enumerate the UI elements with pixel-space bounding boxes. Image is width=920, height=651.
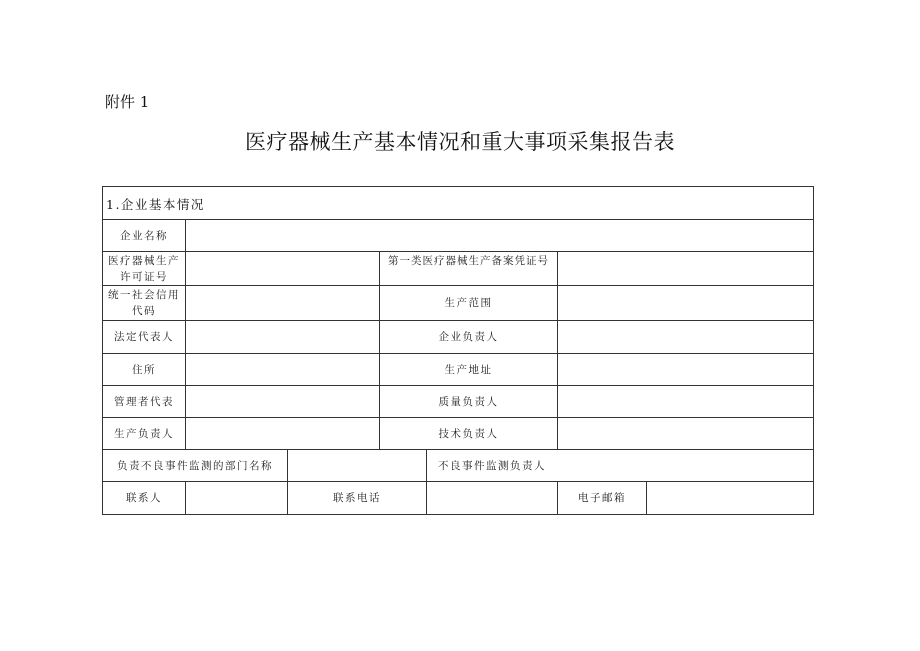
email-field[interactable] [647,482,813,514]
label-contact-phone: 联系电话 [333,492,381,504]
adverse-event-department-field[interactable] [288,450,426,481]
class1-record-number-field[interactable] [558,252,813,285]
license-number-field[interactable] [186,252,379,285]
label-credit-code [103,286,185,320]
label-email: 电子邮箱 [578,492,626,504]
label-adverse-event-head: 不良事件监测负责人 [438,459,546,472]
production-head-field[interactable] [186,418,379,449]
residence-field[interactable] [186,354,379,385]
production-scope-field[interactable] [558,286,813,320]
quality-head-field[interactable] [558,386,813,417]
credit-code-field[interactable] [186,286,379,320]
enterprise-info-form [102,186,814,515]
management-representative-field[interactable] [186,386,379,417]
label-license-number-line1: 医疗器械生产 [108,254,180,267]
label-credit-code-line1: 统一社会信用 [108,289,180,301]
label-license-number-line2: 许可证号 [120,270,168,283]
label-production-scope: 生产范围 [444,297,493,309]
label-credit-code-line2: 代码 [132,305,156,317]
legal-representative-field[interactable] [186,321,379,353]
contact-phone-field[interactable] [427,482,557,514]
contact-person-field[interactable] [186,482,287,514]
page-title: 医疗器械生产基本情况和重大事项采集报告表 [245,130,675,154]
attachment-label: 附件 1 [105,93,150,111]
label-residence: 住所 [132,363,156,376]
label-management-representative: 管理者代表 [114,395,174,408]
label-contact-person: 联系人 [126,492,162,504]
label-company-head: 企业负责人 [438,331,499,343]
label-technical-head: 技术负责人 [438,427,499,440]
production-address-field[interactable] [558,354,813,385]
company-name-field[interactable] [186,220,813,251]
company-head-field[interactable] [558,321,813,353]
label-company-name: 企业名称 [120,229,168,242]
label-adverse-event-department: 负责不良事件监测的部门名称 [117,459,273,472]
technical-head-field[interactable] [558,418,813,449]
label-class1-record-number: 第一类医疗器械生产备案凭证号 [388,255,549,267]
label-legal-representative: 法定代表人 [114,331,174,343]
label-quality-head: 质量负责人 [438,395,499,408]
adverse-event-head-field[interactable] [558,450,813,481]
section-title: 1.企业基本情况 [106,196,205,212]
label-production-address: 生产地址 [444,363,493,376]
label-license-number [103,252,185,285]
label-production-head: 生产负责人 [114,427,174,440]
